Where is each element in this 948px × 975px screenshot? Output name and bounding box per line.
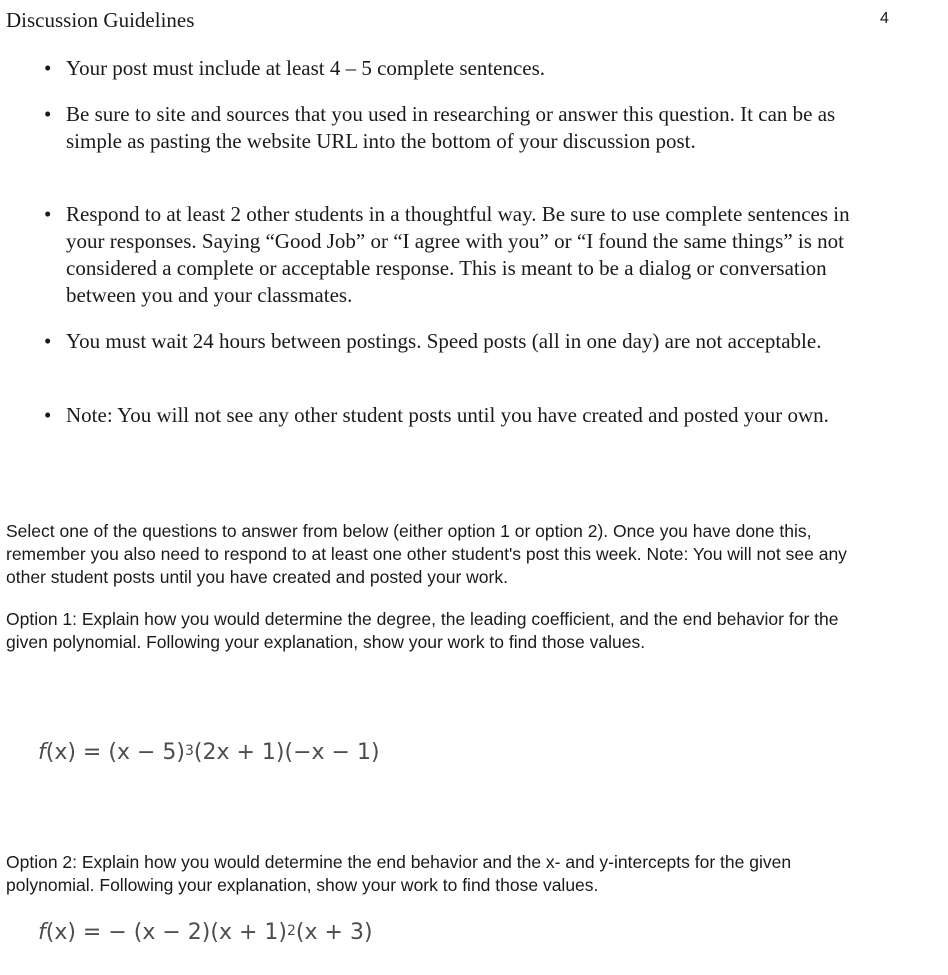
formula-function-name: f [38,740,46,765]
guideline-text: Note: You will not see any other student posts until you have created and posted your own. [66,403,829,427]
list-item [44,101,864,155]
instructions-text: Select one of the questions to answer from below (either option 1 or option 2). Once you have done this, remember you also need to respond to at least one other student's post this week. Note: You will not see any other student posts until you have created and posted your work. [6,521,847,587]
page-number: 4 [880,10,889,27]
guideline-text: Respond to at least 2 other students in a thoughtful way. Be sure to use complete sentences in your responses. Saying “Good Job” or “I agree with you” or “I found the same things” is not considered a complete or acceptable response. This is meant to be a dialog or conversation between you and your classmates. [66,202,850,307]
formula-part: (2x + 1)(−x − 1) [193,740,380,765]
bullet-icon: • [44,403,52,427]
bullet-icon: • [44,202,52,226]
option1-formula [38,740,380,765]
page-title: Discussion Guidelines [6,8,195,32]
guideline-text: You must wait 24 hours between postings. Speed posts (all in one day) are not acceptable. [66,329,822,353]
list-item [44,201,864,309]
formula-function-name: f [38,920,46,945]
guideline-text: Your post must include at least 4 – 5 complete sentences. [66,56,546,80]
list-item [44,402,864,429]
list-item [44,328,864,355]
formula-part: (x + 3) [295,920,373,945]
bullet-icon: • [44,102,52,126]
formula-part: (x) = − (x − 2)(x + 1) [45,920,287,945]
option1-text: Option 1: Explain how you would determine the degree, the leading coefficient, and the end behavior for the given polynomial. Following your explanation, show your work to find those values. [6,609,839,652]
option2-text: Option 2: Explain how you would determine the end behavior and the x- and y-intercepts for the given polynomial. Following your explanation, show your work to find those values. [6,852,792,895]
option2-formula [38,920,373,945]
list-item [44,55,864,82]
formula-exponent: 3 [184,743,194,759]
guideline-text: Be sure to site and sources that you used in researching or answer this question. It can be as simple as pasting the website URL into the bottom of your discussion post. [66,102,836,153]
bullet-icon: • [44,56,52,80]
bullet-icon: • [44,329,52,353]
formula-part: (x) = (x − 5) [45,740,185,765]
formula-exponent: 2 [287,923,296,939]
